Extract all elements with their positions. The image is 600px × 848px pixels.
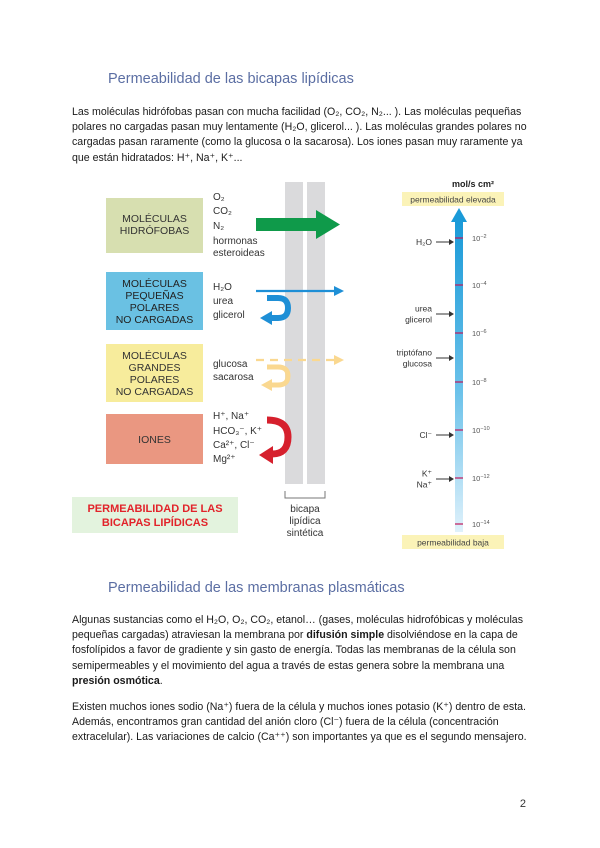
scale-tick-label: $10^{-4}$ (472, 281, 487, 290)
scale-markers (397, 237, 454, 490)
scale-high-label: permeabilidad elevada (410, 194, 496, 205)
bilayer-label-3: sintética (286, 528, 324, 539)
cat1-label-2: PEQUEÑAS (125, 290, 184, 302)
mol3-3: Mg²⁺ (213, 454, 236, 465)
mol0-3: hormonas (213, 236, 258, 247)
term-osmotic-pressure: presión osmótica (72, 674, 160, 687)
mol1-0: H₂O (213, 282, 232, 293)
scale-arrow-head (451, 208, 467, 222)
mol2-1: sacarosa (213, 372, 254, 383)
scale-marker-arrowhead (449, 311, 454, 317)
scale-bar (455, 222, 463, 532)
mol0-2: N₂ (213, 221, 225, 232)
mol0-0: O₂ (213, 192, 225, 203)
scale-tick-label: $10^{-2}$ (472, 234, 487, 243)
scale-tick-label: $10^{-12}$ (472, 474, 490, 483)
scale-marker-arrowhead (449, 355, 454, 361)
scale-marker-label: urea (414, 303, 432, 314)
cat2-label-1: MOLÉCULAS (122, 350, 187, 362)
mol2-0: glucosa (213, 359, 248, 370)
mol3-2: Ca²⁺, Cl⁻ (213, 440, 255, 451)
bilayer-label-2: lipídica (289, 516, 321, 527)
cat1-label-1: MOLÉCULAS (122, 278, 187, 290)
mol1-1: urea (213, 296, 234, 307)
scale-marker-label: K⁺ (421, 468, 432, 479)
scale-unit: mol/s cm² (451, 179, 494, 189)
cat3-label-1: IONES (138, 434, 171, 446)
scale-low-label: permeabilidad baja (417, 537, 489, 548)
scale-marker-label: glicerol (405, 314, 432, 325)
scale-marker-arrowhead (449, 476, 454, 482)
cat2-label-2: GRANDES (128, 362, 181, 374)
cat0-label-2: HIDRÓFOBAS (119, 225, 190, 237)
term-simple-diffusion: difusión simple (306, 629, 385, 642)
figure-caption-2: BICAPAS LIPÍDICAS (101, 517, 209, 529)
section-title-bilayers: Permeabilidad de las bicapas lipídicas (108, 71, 354, 87)
scale-tick-label: $10^{-14}$ (472, 520, 490, 529)
paragraph-membranes-diffusion: Algunas sustancias como el H₂O, O₂, CO₂, etanol… (gases, moléculas hidrofóbicas y moléculas pequeñas cargadas) atraviesan la membrana por difusión simple disolviéndose en la capa de fosfolípidos a favor de gradiente y sin gasto de energía. Todas las membranas de la célula son semipermeables y el movimiento del agua a través de estas genera sobre la membrana una presión osmótica. (72, 614, 523, 687)
scale-tick-label: $10^{-8}$ (472, 378, 487, 387)
scale-tick-label: $10^{-6}$ (472, 329, 487, 338)
paragraph-ions: Existen muchos iones sodio (Na⁺) fuera de la célula y muchos iones potasio (K⁺) dentro de esta. Además, encontramos gran cantidad del anión cloro (Cl⁻) fuera de la célula (concentración extracelular). Las variaciones de calcio (Ca⁺⁺) son importantes ya que es el segundo mensajero. (72, 701, 527, 744)
scale-marker-label: Cl⁻ (419, 430, 432, 440)
mol3-0: H⁺, Na⁺ (213, 411, 250, 422)
mol0-4: esteroideas (213, 248, 265, 259)
cat1-label-4: NO CARGADAS (115, 314, 194, 326)
cat1-label-3: POLARES (129, 302, 180, 314)
scale-marker-label: Na⁺ (416, 479, 432, 490)
page-number: 2 (519, 798, 526, 810)
ions-bounce-arrow (259, 420, 288, 464)
scale-marker-arrowhead (449, 432, 454, 438)
scale-marker-label: triptófano (396, 347, 432, 358)
figure-caption-1: PERMEABILIDAD DE LAS (87, 503, 223, 515)
mol1-2: glicerol (213, 310, 245, 321)
cat2-label-3: POLARES (129, 374, 180, 386)
cat0-label-1: MOLÉCULAS (122, 213, 187, 225)
mol0-1: CO₂ (213, 206, 232, 217)
mol3-1: HCO₃⁻, K⁺ (213, 426, 263, 437)
paragraph-bilayer-intro: Las moléculas hidrófobas pasan con mucha facilidad (O₂, CO₂, N₂... ). Las moléculas pequeñas polares no cargadas pasan muy lentamente (H₂O, glicerol... ). Las moléculas grandes polares no cargadas pasan raramente (como la glucosa o la sacarosa). Los iones pasan muy raramente ya que están hidratados: H⁺, Na⁺, K⁺... (72, 106, 527, 164)
cat2-label-4: NO CARGADAS (115, 386, 194, 398)
scale-marker-label: glucosa (402, 358, 432, 369)
scale-marker-arrowhead (449, 239, 454, 245)
bilayer-label-1: bicapa (290, 504, 320, 515)
bilayer-permeability-figure (66, 178, 534, 558)
scale-tick-label: $10^{-10}$ (472, 426, 490, 435)
scale-marker-label: H₂O (415, 237, 432, 247)
section-title-membranes: Permeabilidad de las membranas plasmáticas (108, 580, 405, 596)
bilayer-bracket (285, 491, 325, 498)
